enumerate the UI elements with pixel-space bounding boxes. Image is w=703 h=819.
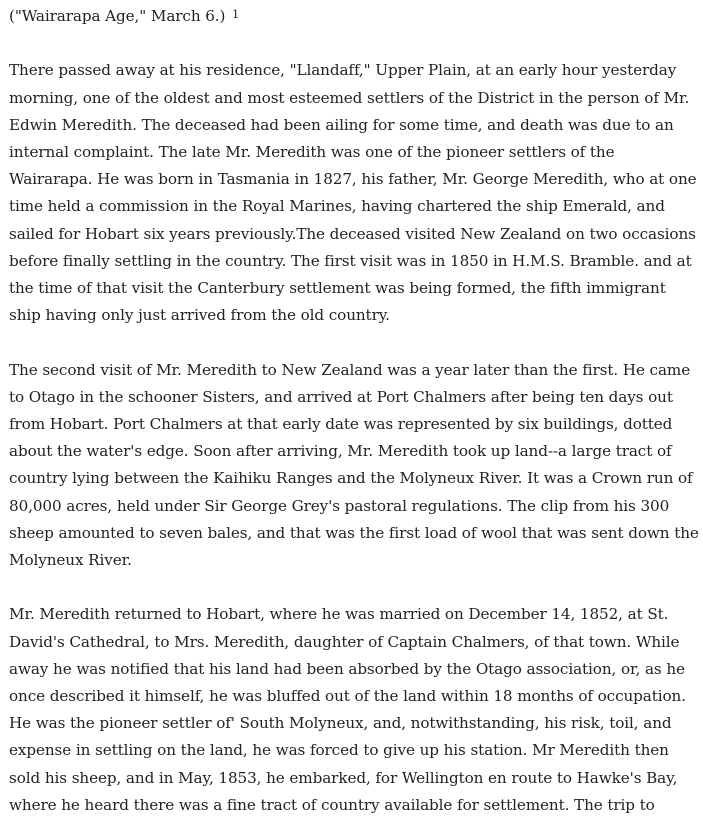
footnote-reference[interactable]: 1 xyxy=(232,8,240,21)
paragraph-return-to-hobart: Mr. Meredith returned to Hobart, where he was married on December 14, 1852, at St. David's Cathedral, to Mrs. Meredith, daughter of Captain Chalmers, of that town. While away he was notified that his land had been absorbed by the Otago association, or, as he once described it himself, he was bluffed out of the land within 18 months of occupation. He was the pioneer settler of' South Molyneux, and, notwithstanding, his risk, toil, and expense in settling on the land, he was forced to give up his station. Mr Meredith then sold his sheep, and in May, 1853, he embarked, for Wellington en route to Hawke's Bay, where he heard there was a fine tract of country available for settlement. The trip to xyxy=(9,605,686,814)
source-text: ("Wairarapa Age," March 6.) xyxy=(9,7,226,25)
paragraph-second-visit: The second visit of Mr. Meredith to New Zealand was a year later than the first. He came to Otago in the schooner Sisters, and arrived at Port Chalmers after being ten days out from Hobart. Port Chalmers at that early date was represented by six buildings, dotted about the water's edge. Soon after arriving, Mr. Meredith took up land--a large tract of country lying between the Kaihiku Ranges and the Molyneux River. It was a Crown run of 80,000 acres, held under Sir George Grey's pastoral regulations. The clip from his 300 sheep amounted to seven bales, and that was the first load of wool that was sent down the Molyneux River. xyxy=(9,360,699,570)
source-citation xyxy=(9,3,699,30)
article-body xyxy=(9,3,699,819)
paragraph-death-notice: There passed away at his residence, "Llandaff," Upper Plain, at an early hour yesterday morning, one of the oldest and most esteemed settlers of the District in the person of Mr. Edwin Meredith. The deceased had been ailing for some time, and death was due to an internal complaint. The late Mr. Meredith was one of the pioneer settlers of the Wairarapa. He was born in Tasmania in 1827, his father, Mr. George Meredith, who at one time held a commission in the Royal Marines, having chartered the ship Emerald, and sailed for Hobart six years previously.The deceased visited New Zealand on two occasions before finally settling in the country. The first visit was in 1850 in H.M.S. Bramble. and at the time of that visit the Canterbury settlement was being formed, the fifth immigrant ship having only just arrived from the old country. xyxy=(9,61,697,325)
